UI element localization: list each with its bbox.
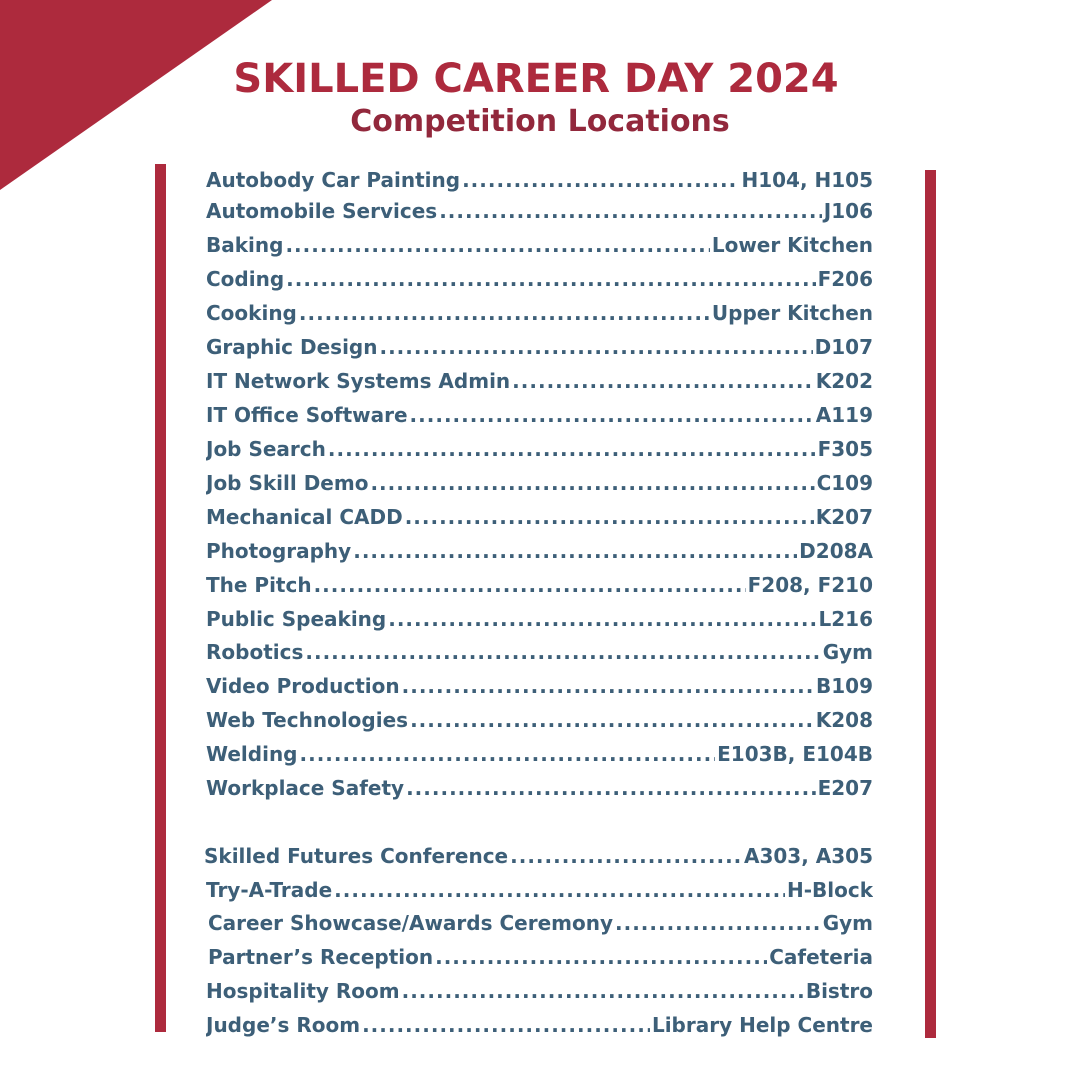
list-item (206, 468, 873, 498)
entry-location: D208A (799, 539, 873, 563)
entry-location: L216 (818, 607, 873, 631)
entry-name: Job Search (206, 437, 326, 461)
dot-leader (439, 196, 822, 226)
list-item (206, 434, 873, 464)
dot-leader (388, 604, 816, 634)
entry-location: Gym (822, 911, 873, 935)
entry-name: Try-A-Trade (206, 878, 333, 902)
entry-name: Photography (206, 539, 352, 563)
entry-name: Public Speaking (206, 607, 387, 631)
dot-leader (353, 536, 797, 566)
entry-location: B109 (816, 674, 873, 698)
dot-leader (328, 434, 816, 464)
page-subtitle: Competition Locations (350, 104, 730, 139)
entry-location: A119 (815, 403, 873, 427)
dot-leader (334, 875, 785, 905)
entry-name: Web Technologies (206, 708, 409, 732)
entry-location: Gym (822, 640, 873, 664)
list-item (206, 502, 873, 532)
entry-name: Robotics (206, 640, 304, 664)
entry-location: K202 (815, 369, 873, 393)
entry-name: Job Skill Demo (206, 471, 369, 495)
list-item (206, 604, 873, 634)
list-item (206, 400, 873, 430)
entry-name: Video Production (206, 674, 400, 698)
list-item (206, 705, 873, 735)
dot-leader (405, 502, 814, 532)
list-item (206, 570, 873, 600)
entry-name: Autobody Car Painting (206, 168, 461, 192)
entry-location: Lower Kitchen (711, 233, 873, 257)
dot-leader (362, 1010, 650, 1040)
entry-location: H-Block (786, 878, 873, 902)
dot-leader (299, 298, 710, 328)
dot-leader (402, 976, 804, 1006)
entry-location: K207 (815, 505, 873, 529)
entry-location: K208 (815, 708, 873, 732)
entry-name: The Pitch (206, 573, 312, 597)
entry-name: Mechanical CADD (206, 505, 403, 529)
entry-name: Judge’s Room (206, 1013, 361, 1037)
page-title: SKILLED CAREER DAY 2024 (233, 56, 839, 102)
list-item (206, 165, 873, 195)
entry-location: D107 (814, 335, 873, 359)
entry-location: Upper Kitchen (711, 301, 873, 325)
dot-leader (286, 264, 815, 294)
list-item (208, 942, 873, 972)
entry-location: F208, F210 (747, 573, 873, 597)
dot-leader (314, 570, 746, 600)
dot-leader (305, 637, 820, 667)
list-item (206, 739, 873, 769)
dot-leader (300, 739, 716, 769)
entry-location: C109 (816, 471, 873, 495)
list-item (206, 196, 873, 226)
entry-name: Skilled Futures Conference (204, 844, 509, 868)
list-item (206, 875, 873, 905)
entry-location: Bistro (805, 979, 873, 1003)
entry-name: Automobile Services (206, 199, 438, 223)
entry-name: Baking (206, 233, 284, 257)
entry-location: Cafeteria (769, 945, 873, 969)
entry-name: Workplace Safety (206, 776, 405, 800)
list-item (206, 264, 873, 294)
entry-name: Hospitality Room (206, 979, 400, 1003)
entry-name: IT Network Systems Admin (206, 369, 511, 393)
entry-name: Partner’s Reception (208, 945, 434, 969)
list-item (206, 637, 873, 667)
entry-location: E207 (817, 776, 873, 800)
list-item (206, 298, 873, 328)
list-item (208, 908, 873, 938)
entry-location: H104, H105 (741, 168, 873, 192)
entry-location: F206 (817, 267, 873, 291)
dot-leader (402, 671, 814, 701)
entry-name: Coding (206, 267, 285, 291)
dot-leader (406, 773, 816, 803)
entry-location: A303, A305 (743, 844, 873, 868)
entry-location: F305 (817, 437, 873, 461)
list-item (204, 841, 873, 871)
list-item (206, 1010, 873, 1040)
dot-leader (410, 400, 814, 430)
entry-location: E103B, E104B (717, 742, 873, 766)
dot-leader (410, 705, 814, 735)
list-item (206, 671, 873, 701)
entry-name: Career Showcase/Awards Ceremony (208, 911, 613, 935)
dot-leader (379, 332, 812, 362)
dot-leader (370, 468, 814, 498)
list-item (206, 976, 873, 1006)
list-item (206, 332, 873, 362)
entry-name: Welding (206, 742, 298, 766)
dot-leader (462, 165, 739, 195)
entry-name: IT Office Software (206, 403, 408, 427)
dot-leader (285, 230, 709, 260)
list-item (206, 773, 873, 803)
dot-leader (615, 908, 821, 938)
list-item (206, 366, 873, 396)
list-item (206, 536, 873, 566)
dot-leader (435, 942, 767, 972)
list-item (206, 230, 873, 260)
entry-name: Graphic Design (206, 335, 378, 359)
entry-location: Library Help Centre (651, 1013, 873, 1037)
dot-leader (512, 366, 814, 396)
dot-leader (510, 841, 742, 871)
entry-location: J106 (823, 199, 873, 223)
entry-name: Cooking (206, 301, 297, 325)
